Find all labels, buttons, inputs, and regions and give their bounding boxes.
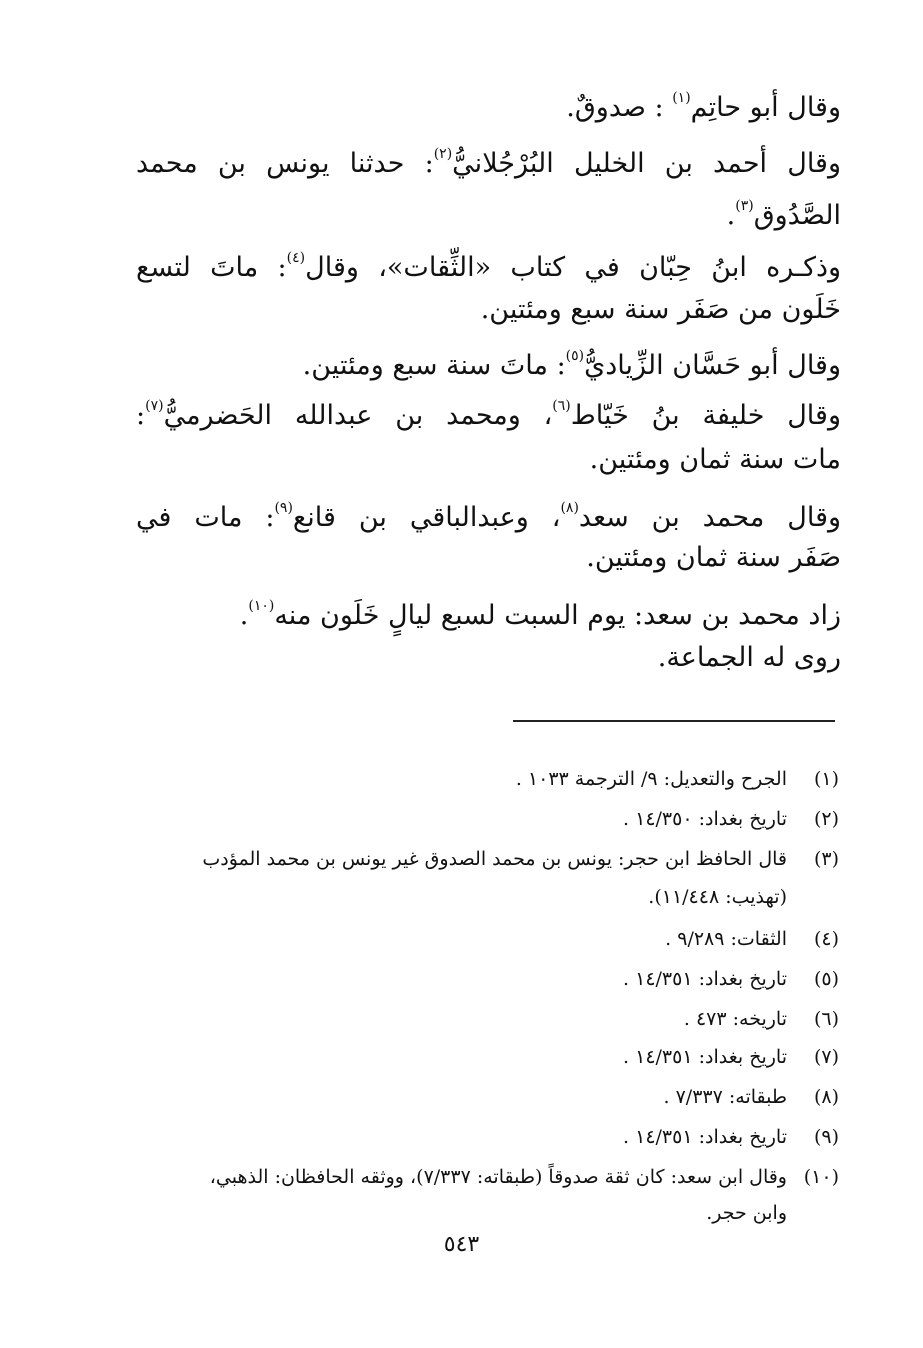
footnote-text: تاريخ بغداد: ١٤/٣٥١ .	[623, 1126, 787, 1148]
footnote-number: (٩)	[813, 1126, 839, 1148]
footnote-number: (٢)	[813, 808, 839, 830]
footnote-text: وقال ابن سعد: كان ثقة صدوقاً (طبقاته: ٧/٣٣٧)، ووثقه الحافظان: الذهبي،	[209, 1166, 787, 1188]
text-line-8: مات سنة ثمان ومئتين.	[589, 444, 841, 475]
footnote-ref-5[interactable]: (٥)	[565, 348, 585, 364]
footnote-number: (١٠)	[803, 1166, 839, 1188]
footnote-7	[623, 1042, 839, 1072]
footnote-number: (٧)	[813, 1046, 839, 1068]
footnote-ref-1[interactable]: (١)	[672, 90, 691, 106]
footnote-number: (٥)	[813, 968, 839, 990]
footnote-4	[665, 924, 839, 954]
footnote-ref-2[interactable]: (٢)	[433, 146, 453, 162]
footnote-ref-8[interactable]: (٨)	[560, 500, 579, 516]
footnote-3	[202, 844, 839, 874]
footnote-text: تاريخ بغداد: ١٤/٣٥١ .	[623, 1046, 787, 1068]
page-number: ٥٤٣	[443, 1232, 480, 1257]
text-line-1: وقال أبو حاتِم$^{(١)}$ : صدوقٌ.	[566, 90, 841, 123]
footnote-ref-3[interactable]: (٣)	[735, 198, 754, 214]
footnote-divider	[513, 720, 835, 722]
text-line-11: زاد محمد بن سعد: يوم السبت لسبع ليالٍ خَلَون منه$^{(١٠)}$.	[239, 598, 841, 631]
footnote-ref-4[interactable]: (٤)	[286, 250, 306, 266]
footnote-text: قال الحافظ ابن حجر: يونس بن محمد الصدوق غير يونس بن محمد المؤدب	[202, 848, 787, 870]
footnote-text: تاريخ بغداد: ١٤/٣٥٠ .	[623, 808, 787, 830]
footnote-8	[664, 1082, 840, 1112]
footnote-number: (٦)	[813, 1008, 839, 1030]
text-line-3: الصَّدُوق$^{(٣)}$.	[726, 198, 841, 231]
text-line-12: روى له الجماعة.	[657, 642, 841, 673]
footnote-number: (٨)	[813, 1086, 839, 1108]
footnote-3-continuation: (تهذيب: ١١/٤٤٨).	[648, 886, 787, 908]
footnote-10	[210, 1162, 839, 1192]
text-line-5: خَلَون من صَفَر سنة سبع ومئتين.	[480, 294, 841, 325]
footnote-1	[516, 764, 839, 794]
footnote-number: (٣)	[813, 848, 839, 870]
footnote-number: (٤)	[813, 928, 839, 950]
footnote-9	[623, 1122, 839, 1152]
footnote-text: تاريخ بغداد: ١٤/٣٥١ .	[623, 968, 787, 990]
footnote-10-continuation: وابن حجر.	[706, 1202, 787, 1224]
text-line-7: وقال خليفة بنُ خَيّاط$^{(٦)}$، ومحمد بن عبدالله الحَضرميُّ$^{(٧)}$:	[136, 398, 841, 431]
text-line-9: وقال محمد بن سعد$^{(٨)}$، وعبدالباقي بن قانع$^{(٩)}$: مات في	[136, 500, 842, 533]
footnote-6	[684, 1004, 839, 1034]
footnote-2	[623, 804, 839, 834]
footnote-ref-7[interactable]: (٧)	[145, 398, 164, 414]
footnote-ref-9[interactable]: (٩)	[274, 500, 293, 516]
text-line-4: وذكـره ابنُ حِبّان في كتاب «الثِّقات»، وقال$^{(٤)}$: ماتَ لتسع	[136, 250, 842, 283]
text-line-2: وقال أحمد بن الخليل البُرْجُلانيُّ$^{(٢)}$: حدثنا يونس بن محمد	[136, 146, 841, 179]
footnote-text: الثقات: ٩/٢٨٩ .	[665, 928, 787, 950]
footnote-5	[623, 964, 839, 994]
footnote-ref-10[interactable]: (١٠)	[248, 598, 275, 614]
text-line-10: صَفَر سنة ثمان ومئتين.	[586, 542, 841, 573]
footnote-text: تاريخه: ٤٧٣ .	[683, 1008, 787, 1030]
footnote-ref-6[interactable]: (٦)	[552, 398, 571, 414]
footnote-number: (١)	[813, 768, 839, 790]
footnote-text: الجرح والتعديل: ٩/ الترجمة ١٠٣٣ .	[515, 768, 787, 790]
text-line-6: وقال أبو حَسَّان الزِّياديُّ$^{(٥)}$: ماتَ سنة سبع ومئتين.	[302, 348, 841, 381]
footnote-text: طبقاته: ٧/٣٣٧ .	[663, 1086, 787, 1108]
